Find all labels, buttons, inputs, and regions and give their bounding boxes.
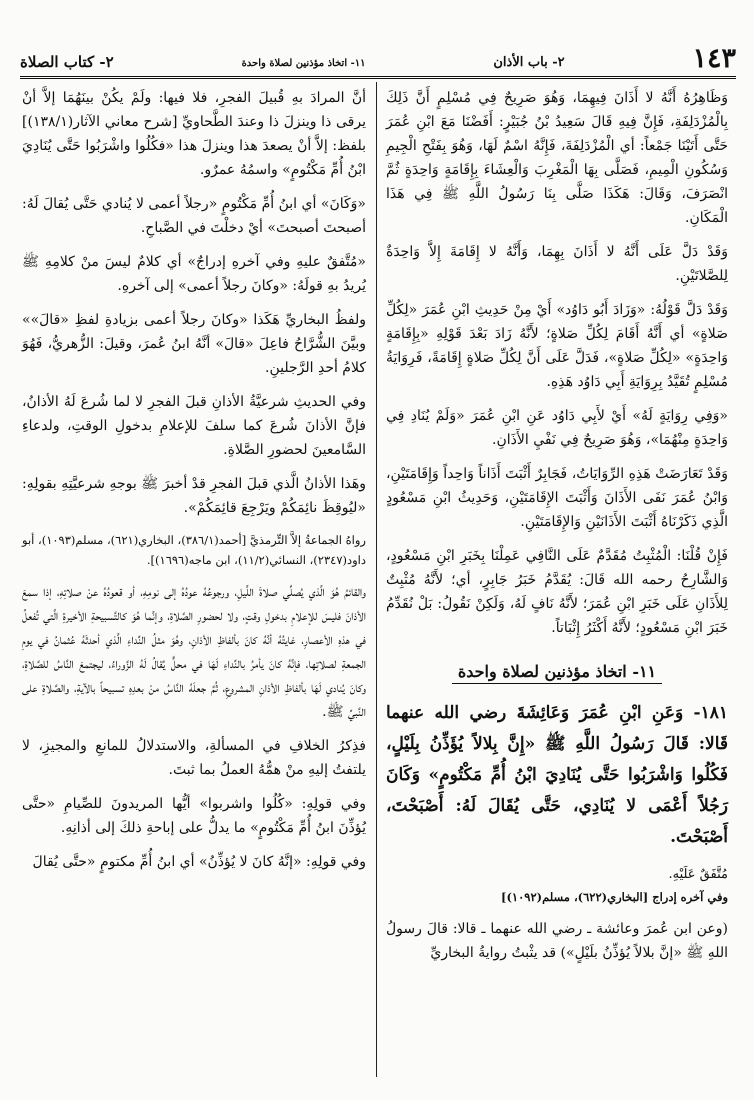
paragraph: «مُتَّفقٌ عليهِ وفي آخرهِ إدراجٌ» أي كلامٌ ليسَ منْ كلامِهِ ﷺ يُريدُ بهِ قولَهُ: «وكانَ رجلاً أعمى» إلى آخرهِ.	[22, 254, 366, 294]
paragraph: وهَذا الأذانُ الَّذي قبلَ الفجرِ قدْ أخبرَ ﷺ بوجهِ شرعيَّتِهِ بقولِهِ: «ليُوقِظَ نائِمَكُمْ ويَرْجِعَ قائِمَكُمْ».	[22, 476, 366, 516]
header-rule	[20, 76, 736, 82]
header-section: ٢- باب الأذان	[493, 55, 565, 70]
paragraph: «وَفِي رِوَايَةٍ لَهُ» أَيْ لأَبِي دَاوُد عَنِ ابْنِ عُمَرَ «وَلَمْ يُنَادِ فِي وَاحِدَةٍ مِنْهُمَا»، وَهُوَ صَرِيحٌ فِي نَفْيِ الأَذَانِ.	[386, 408, 728, 448]
chapter-title: ١١- اتخاذ مؤذنين لصلاة واحدة	[452, 662, 662, 684]
paragraph: (وعن ابن عُمرَ وعائشة ـ رضي الله عنهما ـ قالا: قالَ رسولُ اللهِ ﷺ «إنَّ بلالاً يُؤذِّنُ بلَيْلٍ») قد يثْبتُ روايةُ البخاريِّ	[386, 921, 728, 961]
page-number: ١٤٣	[692, 43, 736, 74]
paragraph: «وَكَانَ» أي ابنُ أُمِّ مَكْتُومٍ «رجلاً أعمى لا يُنادي حَتَّى يُقالَ لَهُ: أصبحتَ أصبحتَ» أيْ دخلْتَ في الصَّباحِ.	[22, 196, 366, 236]
citation: رواهُ الجماعةُ إلاَّ التِّرمذيَّ [أحمد(٣٨٦/١)، البخاري(٦٢١)، مسلم(١٠٩٣)، أبو داود(٢٣٤٧)، النسائي(١١/٢)، ابن ماجه(١٦٩٦)].	[22, 533, 366, 567]
left-column	[22, 86, 366, 884]
paragraph: فذِكرُ الخلافِ في المسألةِ، والاستدلالُ للمانعِ والمجيزِ، لا يلتفتُ إليهِ منْ همُّهُ العملُ بما ثبتَ.	[22, 738, 366, 778]
header-book: ٢- كتاب الصلاة	[20, 53, 114, 71]
paragraph: ولفظُ البخاريِّ هَكَذا «وكانَ رجلاً أعمى بزيادةِ لفظِ «قالَ»» وبيَّنَ الشُّرَّاحُ فاعِلَ «قالَ» أنَّهُ ابنُ عُمرَ، وقيلَ: الزُّهريُّ، فَهُوَ كلامُ أحدِ الرَّجلينِ.	[22, 312, 366, 376]
chapter-heading	[386, 660, 728, 684]
paragraph: وفي الحديثِ شرعيَّةُ الأذانِ قبلَ الفجرِ لا لما شُرعَ لَهُ الأذانُ، فإنَّ الأذانَ شُرعَ كما سلفَ للإعلامِ بدخولِ الوقتِ، ولدعاءِ السَّامعينَ لحضورِ الصَّلاةِ.	[22, 394, 366, 458]
paragraph: وَقَدْ دَلَّ عَلَى أَنَّهُ لا أَذَانَ بِهِمَا، وَأَنَّهُ لا إِقَامَةَ إِلاَّ وَاحِدَةٌ لِلصَّلاتَيْنِ.	[386, 244, 728, 284]
paragraph: وَقَدْ تَعَارَضَتْ هَذِهِ الرِّوَايَاتُ، فَجَابِرٌ أَثْبَتَ أَذَاناً وَاحِداً وَإِقَامَتَيْنِ، وَابْنُ عُمَرَ نَفَى الأَذَانَ وَأَثْبَتَ الإِقَامَتَيْنِ، وَحَدِيثُ ابْنِ مَسْعُودٍ الَّذِي ذَكَرْنَاهُ أَثْبَتَ الأَذَانَيْنِ وَالإِقَامَتَيْنِ.	[386, 466, 728, 530]
hadith-text: ١٨١- وَعَنِ ابْنِ عُمَرَ وَعَائِشَةَ رضي الله عنهما قَالا: قَالَ رَسُولُ اللَّهِ ﷺ «إِنَّ بِلالاً يُؤَذِّنُ بِلَيْلٍ، فَكُلُوا وَاشْرَبُوا حَتَّى يُنَادِيَ ابْنُ أُمِّ مَكْتُومٍ» وَكَانَ رَجُلاً أَعْمَى لا يُنَادِي، حَتَّى يُقَالَ لَهُ: أَصْبَحْتَ، أَصْبَحْتَ.	[386, 703, 728, 847]
agreed-note: مُتَّفَقٌ عَلَيْهِ.	[668, 867, 728, 882]
paragraph: فَإِنْ قُلْنَا: الْمُثْبِتُ مُقَدَّمٌ عَلَى النَّافِي عَمِلْنَا بِخَبَرِ ابْنِ مَسْعُودٍ، وَالشَّارِحُ رحمه الله قَالَ: يُقَدَّمُ خَبَرُ جَابِرٍ، أي؛ لأَنَّهُ مُثْبِتٌ لِلأَذَانِ عَلَى خَبَرِ ابْنِ عُمَرَ؛ لأَنَّهُ نَافٍ لَهُ، وَلَكِنْ نَقُولُ: بَلْ نُقَدِّمُ خَبَرَ ابْنِ مَسْعُودٍ؛ لأَنَّهُ أَكْثَرُ إِثْبَاتاً.	[386, 548, 728, 636]
header-subsection: ١١- اتخاذ مؤذنين لصلاة واحدة	[241, 58, 366, 69]
page-header	[20, 40, 736, 74]
paragraph: وفي قولِهِ: «إنَّهُ كانَ لا يُؤذِّنُ» أي ابنُ أُمِّ مكتومٍ «حتَّى يُقالَ	[32, 854, 366, 870]
paragraph: أنَّ المرادَ بهِ قُبيلَ الفجرِ، فلا فيها: ولَمْ يكُنْ بينَهُمَا إلاَّ أنْ يرقى ذا وينزلَ ذا وعندَ الطَّحاويِّ [شرح معاني الآثار(١٣٨/١)] بلفظ: إلاَّ أنْ يصعدَ هذا وينزلَ هذا «فكُلُوا واشْرَبُوا حَتَّى يُنَادِيَ ابْنُ أُمِّ مَكْتُومٍ» واسمُهُ عمرٌو.	[22, 90, 366, 178]
paragraph: وفي قولِهِ: «كُلُوا واشربوا» أيُّها المريدونَ للصِّيامِ «حتَّى يُؤذِّنَ ابنُ أُمِّ مَكْتُومٍ» ما يدلُّ على إباحةِ ذلكَ إلى أذانِهِ.	[22, 796, 366, 836]
paragraph: وَظَاهِرُهُ أَنَّهُ لا أَذَانَ فِيهِمَا، وَهُوَ صَرِيحٌ فِي مُسْلِمٍ أَنَّ ذَلِكَ بِالْمُزْدَلِفَةِ، فَإِنَّ فِيهِ قَالَ سَعِيدُ بْنُ جُبَيْرٍ: أَفَضْنَا مَعَ ابْنِ عُمَرَ حَتَّى أَتَيْنَا جَمْعاً: أي الْمُزْدَلِفَةَ، فَإِنَّهُ اسْمٌ لَهَا، وَهُوَ بِفَتْحِ الْجِيمِ وَسُكُونِ الْمِيمِ، فَصَلَّى بِهَا الْمَغْرِبَ وَالْعِشَاءَ بِإِقَامَةٍ وَاحِدَةٍ ثُمَّ انْصَرَفَ، وَقَالَ: هَكَذَا صَلَّى بِنَا رَسُولُ اللَّهِ ﷺ فِي هَذَا الْمَكَانِ.	[386, 90, 728, 226]
paragraph: والقائمُ هُوَ الَّذي يُصلِّي صلاةَ اللَّيلِ، ورجوعُهُ عودُهُ إلى نومِهِ، أو قعودُهُ عنْ صلاتِهِ، إذا سمعَ الأذانَ فليسَ للإعلامِ بدخولِ وقتٍ، ولا لحضورِ الصَّلاةِ، وإنَّما هُوَ كالتَّسبيحةِ الأخيرةِ الَّتي تُفعلُ في هذهِ الأعصارِ، غايتُهُ أنَّهُ كانَ بألفاظِ الأذانِ، وهُوَ مثلُ النِّداءِ الَّذي أحدثَهُ عُثمانُ في يومِ الجمعةِ لصلاتِها، فإنَّهُ كانَ يأمرُ بالنِّداءِ لَهَا في محلٍّ يُقالُ لَهُ الزَّوراءُ، ليجتمعَ النَّاسُ للصَّلاةِ، وكانَ يُنادي لَهَا بألفاظِ الأذانِ المشروعِ، ثُمَّ جعلَهُ النَّاسُ منْ بعدِهِ تسبيحاً بالآيةِ، والصَّلاةِ على النَّبيِّ ﷺ.	[22, 584, 366, 720]
source-footnote: وفي آخره إدراج [البخاري(٦٢٢)، مسلم(١٠٩٢)]	[501, 890, 728, 904]
right-column	[386, 86, 728, 975]
paragraph: وَقَدْ دَلَّ قَوْلُهُ: «وَزَادَ أَبُو دَاوُد» أَيْ مِنْ حَدِيثِ ابْنِ عُمَرَ «لِكُلِّ صَلاةٍ» أي أَنَّهُ أَقَامَ لِكُلِّ صَلاةٍ؛ لأَنَّهُ زَادَ بَعْدَ قَوْلِهِ «بِإِقَامَةٍ وَاحِدَةٍ» «لِكُلِّ صَلاةٍ»، فَدَلَّ عَلَى أَنَّ لِكُلِّ صَلاةٍ إِقَامَةً، فَرِوَايَةُ مُسْلِمٍ تُقَيَّدُ بِرِوَايَةِ أَبِي دَاوُد هَذِهِ.	[386, 302, 728, 390]
column-divider	[376, 82, 377, 1077]
